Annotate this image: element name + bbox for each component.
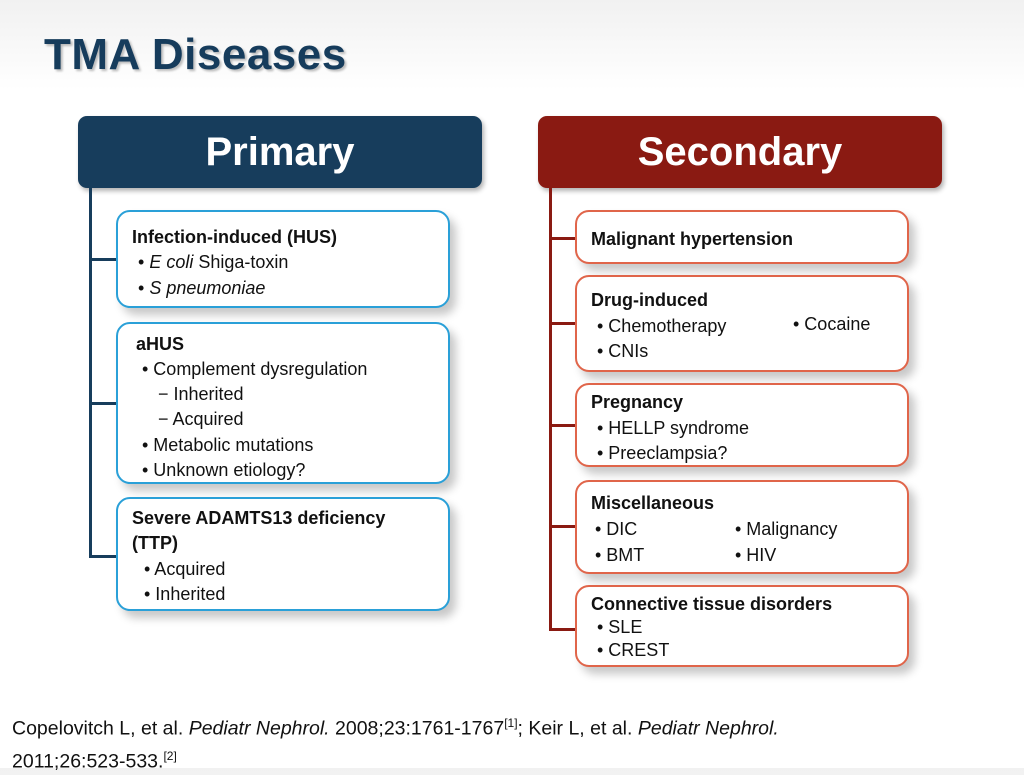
box-title: Miscellaneous	[591, 493, 715, 513]
ahus-box	[116, 322, 450, 484]
list-item: • HIV	[735, 545, 777, 565]
list-item: • Chemotherapy	[597, 316, 727, 336]
secondary-branch-5	[549, 628, 576, 631]
journal-name: Pediatr Nephrol.	[188, 717, 330, 740]
box-title: Severe ADAMTS13 deficiency	[132, 508, 386, 528]
citation-text: 2011;26:523-533.	[12, 750, 164, 772]
infection-induced-box	[116, 210, 450, 308]
citation-text: ; Keir L, et al.	[517, 717, 638, 740]
box-title: Drug-induced	[591, 290, 708, 310]
bullet-mark: •	[138, 278, 150, 298]
list-item: • Inherited	[144, 584, 226, 604]
secondary-branch-3	[549, 424, 576, 427]
citation	[12, 710, 1012, 775]
connective-tissue-box	[575, 585, 909, 667]
secondary-connector-line	[549, 188, 552, 631]
e-coli-label: E coli	[149, 252, 194, 272]
list-item: • SLE	[597, 617, 643, 637]
shiga-toxin-label: Shiga-toxin	[193, 252, 289, 272]
reference-mark: [1]	[504, 716, 518, 730]
reference-mark: [2]	[163, 748, 177, 763]
box-title: Malignant hypertension	[591, 229, 794, 249]
list-item: − Acquired	[158, 409, 244, 429]
citation-text: 2008;23:1761-1767	[329, 717, 505, 740]
box-title: Infection-induced (HUS)	[132, 227, 337, 247]
list-item: • Complement dysregulation	[142, 359, 368, 379]
list-item: • CNIs	[597, 341, 649, 361]
list-item: • HELLP syndrome	[597, 418, 750, 438]
list-item: • CREST	[597, 640, 670, 660]
list-item: • Unknown etiology?	[142, 460, 306, 480]
box-title-line-2: (TTP)	[132, 533, 178, 553]
list-item: • Metabolic mutations	[142, 435, 314, 455]
box-title: Connective tissue disorders	[591, 594, 833, 614]
s-pneumoniae-label: S pneumoniae	[149, 278, 266, 298]
secondary-header: Secondary	[538, 116, 942, 188]
secondary-branch-4	[549, 525, 576, 528]
box-title: Pregnancy	[591, 392, 684, 412]
list-item: • Acquired	[144, 559, 226, 579]
miscellaneous-box	[575, 480, 909, 574]
primary-header: Primary	[78, 116, 482, 188]
journal-name: Pediatr Nephrol.	[637, 717, 779, 740]
citation-text: Copelovitch L, et al.	[12, 717, 189, 740]
bullet-s-pneumoniae	[138, 277, 265, 299]
list-item: • Cocaine	[793, 314, 871, 334]
primary-branch-1	[89, 258, 117, 261]
box-title: aHUS	[136, 334, 185, 354]
list-item: • Malignancy	[735, 519, 838, 539]
drug-induced-box	[575, 275, 909, 372]
list-item: • Preeclampsia?	[597, 443, 728, 463]
list-item: • DIC	[595, 519, 638, 539]
secondary-branch-1	[549, 237, 576, 240]
bullet-e-coli	[138, 251, 288, 273]
ttp-box	[116, 497, 450, 611]
primary-branch-3	[89, 555, 117, 558]
pregnancy-box	[575, 383, 909, 467]
primary-branch-2	[89, 402, 117, 405]
list-item: • BMT	[595, 545, 645, 565]
list-item: − Inherited	[158, 384, 244, 404]
bullet-mark: •	[138, 252, 150, 272]
secondary-branch-2	[549, 322, 576, 325]
primary-connector-line	[89, 188, 92, 557]
slide-title: TMA Diseases	[44, 30, 347, 79]
malignant-hypertension-box	[575, 210, 909, 264]
